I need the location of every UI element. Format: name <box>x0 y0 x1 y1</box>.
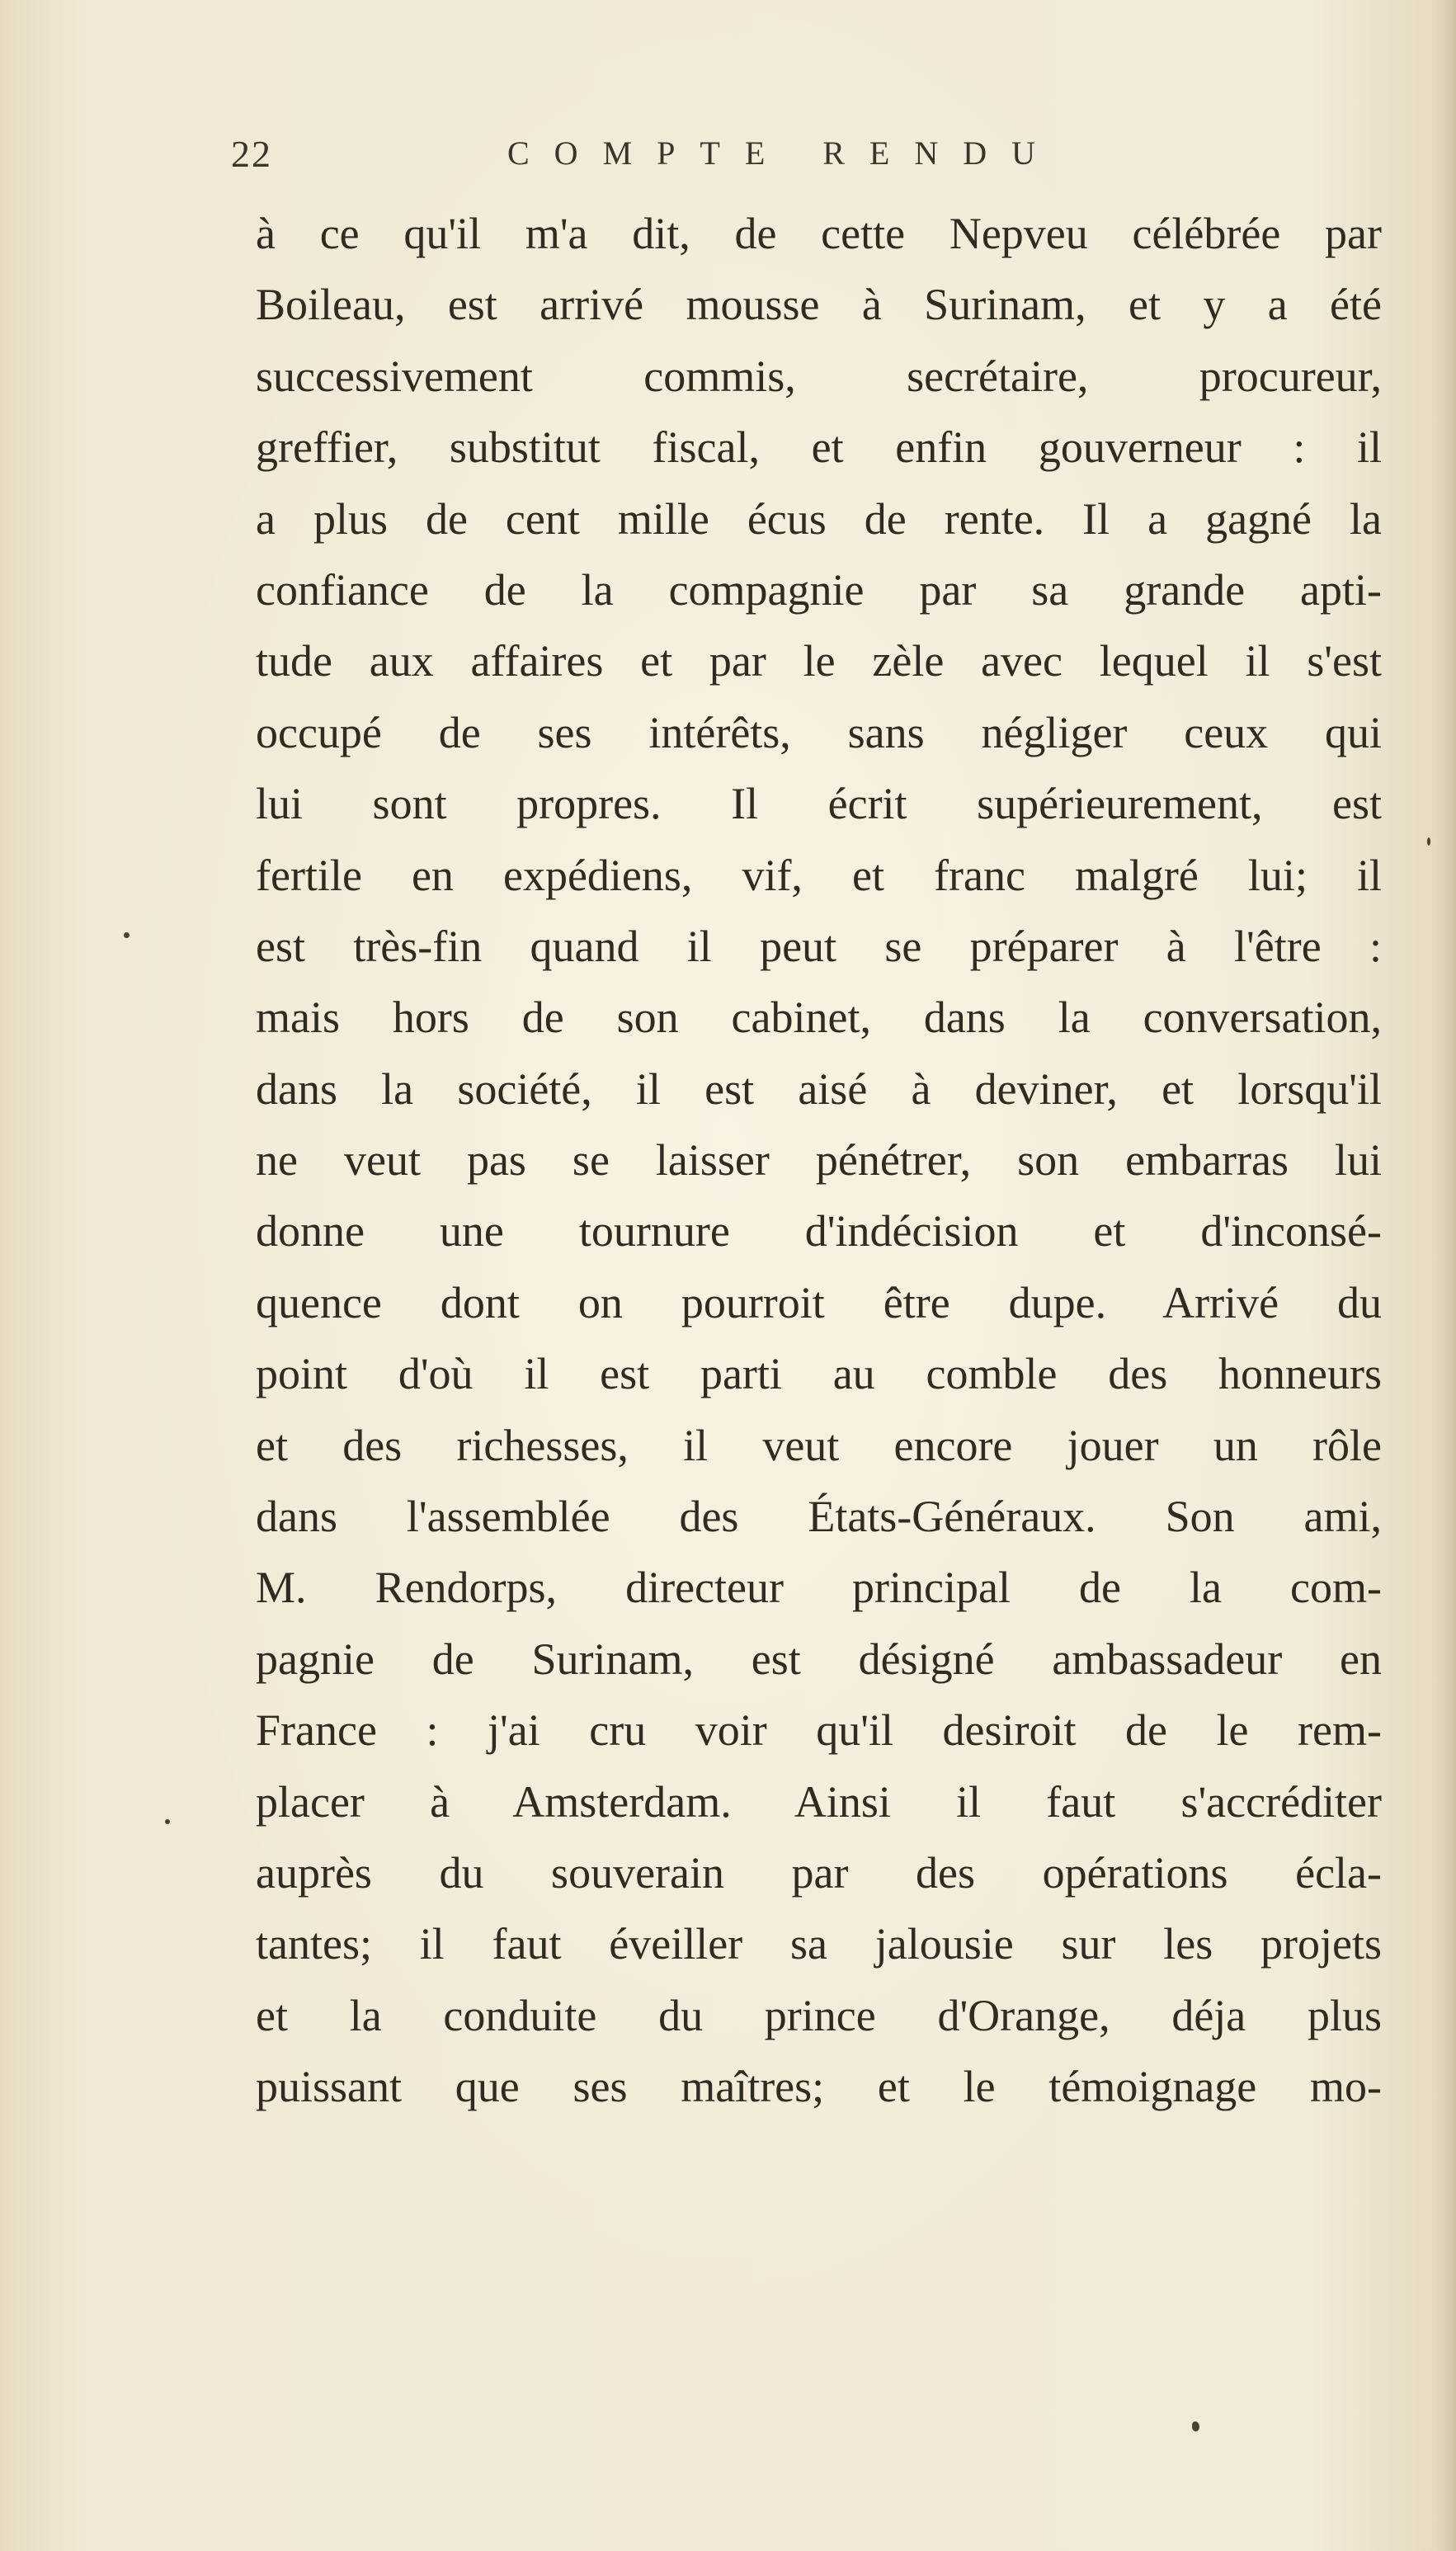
text-line: fertile en expédiens, vif, et franc malgré lui; il <box>256 850 1382 900</box>
paper-speck <box>1192 2421 1199 2431</box>
text-line: tantes; il faut éveiller sa jalousie sur les projets <box>256 1919 1382 1969</box>
text-line: et des richesses, il veut encore jouer un rôle <box>256 1420 1382 1470</box>
text-line: dans la société, il est aisé à deviner, et lorsqu'il <box>256 1063 1382 1114</box>
paper-speck <box>124 932 130 938</box>
text-line: Boileau, est arrivé mousse à Surinam, et y a été <box>256 280 1382 330</box>
text-line: puissant que ses maîtres; et le témoignage mo- <box>256 2062 1382 2112</box>
text-line: dans l'assemblée des États-Généraux. Son ami, <box>256 1492 1382 1542</box>
text-line: France : j'ai cru voir qu'il desiroit de le rem- <box>256 1705 1382 1756</box>
page-number: 22 <box>231 133 272 175</box>
paper-speck <box>1427 837 1430 846</box>
paper-speck <box>165 1819 170 1824</box>
running-head <box>231 124 1155 182</box>
text-line: pagnie de Surinam, est désigné ambassadeur en <box>256 1634 1382 1684</box>
text-line: quence dont on pourroit être dupe. Arrivé du <box>256 1277 1382 1327</box>
text-line: est très-fin quand il peut se préparer à l'être : <box>256 921 1382 971</box>
text-line: point d'où il est parti au comble des honneurs <box>256 1349 1382 1399</box>
text-line: et la conduite du prince d'Orange, déja plus <box>256 1990 1382 2040</box>
text-line: auprès du souverain par des opérations écla- <box>256 1847 1382 1898</box>
text-line: mais hors de son cabinet, dans la conversation, <box>256 993 1382 1043</box>
text-line: occupé de ses intérêts, sans négliger ceux qui <box>256 707 1382 757</box>
page-edge-shadow <box>1435 0 1456 2551</box>
text-line: greffier, substitut fiscal, et enfin gouverneur : il <box>256 422 1382 473</box>
text-line: ne veut pas se laisser pénétrer, son embarras lui <box>256 1135 1382 1186</box>
running-title: COMPTE RENDU <box>507 134 1061 172</box>
text-line: donne une tournure d'indécision et d'inconsé- <box>256 1206 1382 1257</box>
text-line: à ce qu'il m'a dit, de cette Nepveu célébrée par <box>256 209 1382 258</box>
text-line: a plus de cent mille écus de rente. Il a gagné la <box>256 493 1382 544</box>
text-line: M. Rendorps, directeur principal de la com- <box>256 1563 1382 1613</box>
text-line: confiance de la compagnie par sa grande apti- <box>256 564 1382 615</box>
text-line: placer à Amsterdam. Ainsi il faut s'accréditer <box>256 1776 1382 1827</box>
text-line: successivement commis, secrétaire, procureur, <box>256 351 1382 401</box>
body-text <box>256 198 1382 2123</box>
text-line: lui sont propres. Il écrit supérieurement, est <box>256 779 1382 829</box>
text-line: tude aux affaires et par le zèle avec lequel il s'est <box>256 636 1382 686</box>
